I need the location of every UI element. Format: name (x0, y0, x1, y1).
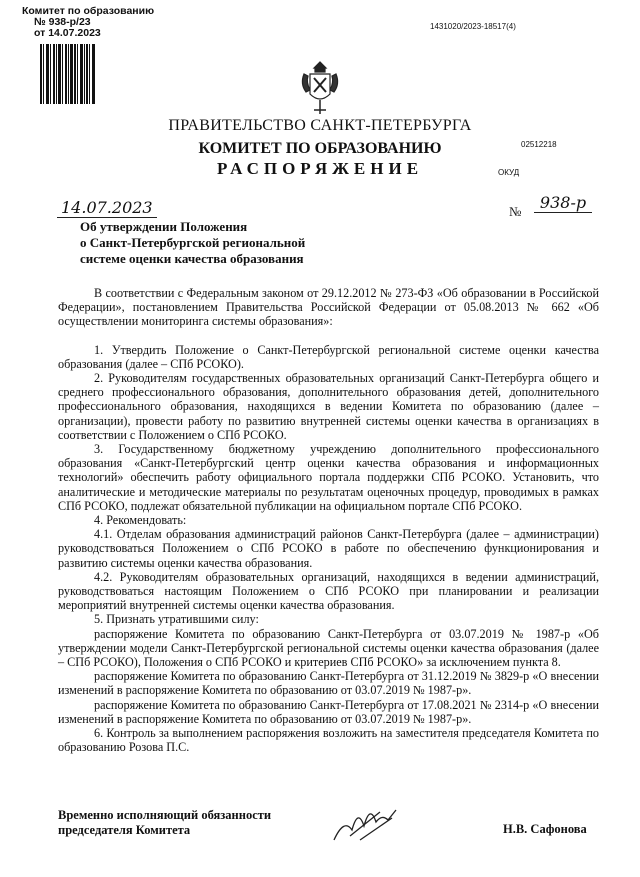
position-line-1: Временно исполняющий обязанности (58, 808, 272, 822)
number-label: № (509, 204, 522, 219)
item-5-a: распоряжение Комитета по образованию Санкт-Петербурга от 03.07.2019 № 1987-р «Об утверждении модели Санкт-Петербургской региональной системы оценки качества образования (далее – СПб РСОКО), Положения о СПб РСОКО и критериев СПб РСОКО» за исключением пункта 8. (58, 626, 599, 670)
document-reference-number: 1431020/2023-18517(4) (430, 22, 516, 31)
subject-line-2: о Санкт-Петербургской региональной (80, 235, 306, 250)
item-4: 4. Рекомендовать: (94, 513, 187, 528)
coat-of-arms-icon (296, 60, 344, 116)
document-date: 14.07.2023 (57, 198, 157, 218)
government-name: ПРАВИТЕЛЬСТВО САНКТ-ПЕТЕРБУРГА (168, 117, 472, 134)
item-5: 5. Признать утратившими силу: (94, 612, 259, 627)
okpo-code: 02512218 (521, 140, 557, 149)
item-5-b: распоряжение Комитета по образованию Санкт-Петербурга от 31.12.2019 № 3829-р «О внесении изменений в распоряжение Комитета по образованию от 03.07.2019 № 1987-р». (58, 669, 599, 698)
stamp-date: от 14.07.2023 (34, 27, 101, 39)
item-4-1: 4.1. Отделам образования администраций районов Санкт-Петербурга (далее – администрации) руководствоваться Положением о СПб РСОКО в работе по обеспечению функционирования и развитию системы оценки качества образования. (58, 527, 599, 570)
signatory-name: Н.В. Сафонова (503, 822, 587, 836)
okud-label: ОКУД (498, 168, 520, 177)
item-6: 6. Контроль за выполнением распоряжения возложить на заместителя председателя Комитета по образованию Розова П.С. (58, 726, 599, 755)
handwritten-signature-icon (330, 800, 400, 846)
stamp-number: № 938-р/23 (34, 16, 91, 28)
signatory-position (58, 808, 271, 838)
item-1: 1. Утвердить Положение о Санкт-Петербургской региональной системе оценки качества образования (далее – СПб РСОКО). (58, 342, 599, 371)
registration-stamp (22, 6, 154, 39)
document-body (58, 286, 599, 755)
item-2: 2. Руководителям государственных образовательных организаций Санкт-Петербурга общего и среднего профессионального образования, дополнительного образования детей, дополнительного профессионального образования, находящихся в ведении Комитета по образованию (далее – организации), провести работу по развитию внутренней системы оценки качества в организациях в соответствии с Положением о СПб РСОКО. (58, 371, 599, 442)
barcode-icon (40, 44, 96, 104)
preamble: В соответствии с Федеральным законом от 29.12.2012 № 273-ФЗ «Об образовании в Российской Федерации», постановлением Правительства Российской Федерации от 05.08.2013 № 662 «Об осуществлении мониторинга системы образования»: (58, 286, 599, 329)
document-subject (80, 219, 305, 267)
item-3: 3. Государственному бюджетному учреждению дополнительного профессионального образования «Санкт-Петербургский центр оценки качества образования и информационных технологий» обеспечить работу официального портала поддержки СПб РСОКО. Установить, что аналитические и методические материалы по результатам оценочных процедур, проводимых в рамках СПб РСОКО, подлежат обязательной публикации на официальном портале СПб РСОКО. (58, 442, 599, 513)
subject-line-1: Об утверждении Положения (80, 219, 248, 234)
item-4-2: 4.2. Руководителям образовательных организаций, находящихся в ведении администраций, руководствоваться настоящим Положением о СПб РСОКО при планировании и реализации мероприятий внутренней системы оценки качества образования. (58, 569, 599, 613)
item-5-c: распоряжение Комитета по образованию Санкт-Петербурга от 17.08.2021 № 2314-р «О внесении изменений в распоряжение Комитета по образованию от 03.07.2019 № 1987-р». (58, 697, 599, 726)
position-line-2: председателя Комитета (58, 823, 191, 837)
committee-name: КОМИТЕТ ПО ОБРАЗОВАНИЮ (198, 140, 442, 157)
subject-line-3: системе оценки качества образования (80, 251, 304, 266)
document-type: РАСПОРЯЖЕНИЕ (216, 159, 424, 178)
stamp-line-1: Комитет по образованию (22, 5, 155, 17)
document-number: 938-р (534, 193, 592, 213)
